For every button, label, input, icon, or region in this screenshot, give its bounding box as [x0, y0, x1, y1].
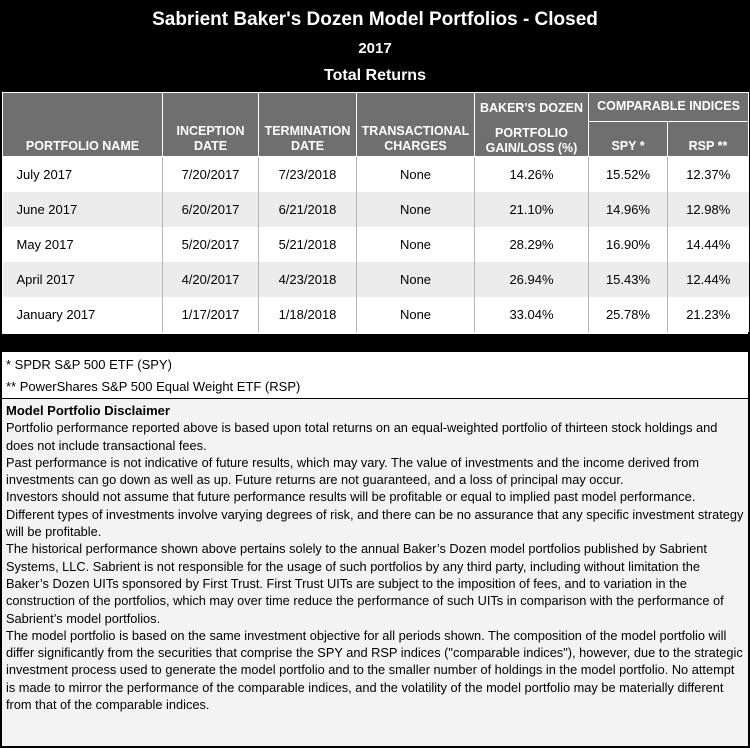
index-footnotes: [2, 352, 748, 399]
portfolio-name-cell: July 2017: [3, 157, 163, 193]
charges-cell: None: [357, 297, 475, 332]
spy-cell: 16.90%: [589, 227, 668, 262]
disclaimer-paragraph: The historical performance shown above pertains solely to the annual Baker’s Dozen model portfolios published by Sabrient Systems, LLC. Sabrient is not responsible for the usage of such portfolios by any third party, including without limitation the Baker’s Dozen UITs sponsored by First Trust. First Trust UITs are subject to the imposition of fees, and to variation in the construction of the portfolios, which may over time reduce the performance of such UITs in comparison with the performance of Sabrient’s model portfolios.: [6, 541, 724, 626]
header-transactional-charges: TRANSACTIONAL CHARGES: [357, 93, 475, 157]
charges-cell: None: [357, 262, 475, 297]
disclaimer-paragraph: The model portfolio is based on the same investment objective for all periods shown. The composition of the model portfolio will differ significantly from the securities that comprise the SPY and RSP indices ("comparable indices"), however, due to the strategic investment process used to generate the model portfolio and to the smaller number of holdings in the model portfolio. No attempt is made to mirror the performance of the comparable indices, and the volatility of the model portfolio may be materially different from that of the comparable indices.: [6, 627, 743, 713]
gain-loss-cell: 21.10%: [475, 192, 589, 227]
rsp-cell: 12.98%: [668, 192, 749, 227]
termination-date-cell: 4/23/2018: [259, 262, 357, 297]
returns-table: [2, 92, 749, 332]
rsp-cell: 12.44%: [668, 262, 749, 297]
model-portfolio-disclaimer: [2, 399, 748, 746]
charges-cell: None: [357, 227, 475, 262]
charges-cell: None: [357, 192, 475, 227]
header-inception-date: INCEPTION DATE: [163, 93, 259, 157]
inception-date-cell: 7/20/2017: [163, 157, 259, 193]
portfolio-name-cell: June 2017: [3, 192, 163, 227]
portfolio-name-cell: January 2017: [3, 297, 163, 332]
spy-cell: 14.96%: [589, 192, 668, 227]
gain-loss-cell: 33.04%: [475, 297, 589, 332]
termination-date-cell: 7/23/2018: [259, 157, 357, 193]
footnote-spy: * SPDR S&P 500 ETF (SPY): [6, 357, 172, 372]
table-row: [3, 192, 749, 227]
termination-date-cell: 1/18/2018: [259, 297, 357, 332]
inception-date-cell: 4/20/2017: [163, 262, 259, 297]
header-portfolio-gain-loss: PORTFOLIO GAIN/LOSS (%): [485, 126, 578, 155]
disclaimer-paragraph: Investors should not assume that future performance results will be profitable or equal to implied past model performance. Different types of investments involve varying degrees of risk, and there can be no assurance that any specific investment strategy will be profitable.: [6, 489, 744, 540]
rsp-cell: 12.37%: [668, 157, 749, 193]
document-year: 2017: [358, 40, 392, 57]
spy-cell: 15.52%: [589, 157, 668, 193]
termination-date-cell: 5/21/2018: [259, 227, 357, 262]
rsp-cell: 21.23%: [668, 297, 749, 332]
separator-bar: [2, 334, 748, 352]
header-comparable-indices: COMPARABLE INDICES: [589, 93, 749, 122]
disclaimer-paragraph: Portfolio performance reported above is based upon total returns on an equal-weighted portfolio of thirteen stock holdings and does not include transactional fees.: [6, 420, 718, 453]
spy-cell: 25.78%: [589, 297, 668, 332]
gain-loss-cell: 28.29%: [475, 227, 589, 262]
document-subtitle: Total Returns: [324, 67, 426, 84]
table-row: [3, 262, 749, 297]
title-banner: [2, 2, 748, 92]
portfolio-name-cell: May 2017: [3, 227, 163, 262]
header-bakers-dozen-label: BAKER'S DOZEN: [480, 101, 583, 115]
rsp-cell: 14.44%: [668, 227, 749, 262]
inception-date-cell: 5/20/2017: [163, 227, 259, 262]
disclaimer-paragraph: Past performance is not indicative of future results, which may vary. The value of investments and the income derived from investments can go down as well as up. Future returns are not guaranteed, and a loss of principal may occur.: [6, 454, 700, 488]
header-rsp: RSP **: [668, 121, 749, 156]
disclaimer-heading: Model Portfolio Disclaimer: [6, 403, 170, 418]
footnote-rsp: ** PowerShares S&P 500 Equal Weight ETF (RSP): [6, 379, 301, 394]
table-row: [3, 297, 749, 332]
header-portfolio-name: PORTFOLIO NAME: [3, 93, 163, 157]
header-bakers-dozen-gain: [475, 93, 589, 157]
table-row: [3, 157, 749, 193]
gain-loss-cell: 14.26%: [475, 157, 589, 193]
charges-cell: None: [357, 157, 475, 193]
gain-loss-cell: 26.94%: [475, 262, 589, 297]
spy-cell: 15.43%: [589, 262, 668, 297]
portfolio-name-cell: April 2017: [3, 262, 163, 297]
header-spy: SPY *: [589, 121, 668, 156]
document-title: Sabrient Baker's Dozen Model Portfolios - Closed: [152, 9, 598, 30]
inception-date-cell: 6/20/2017: [163, 192, 259, 227]
table-row: [3, 227, 749, 262]
header-termination-date: TERMINATION DATE: [259, 93, 357, 157]
termination-date-cell: 6/21/2018: [259, 192, 357, 227]
inception-date-cell: 1/17/2017: [163, 297, 259, 332]
